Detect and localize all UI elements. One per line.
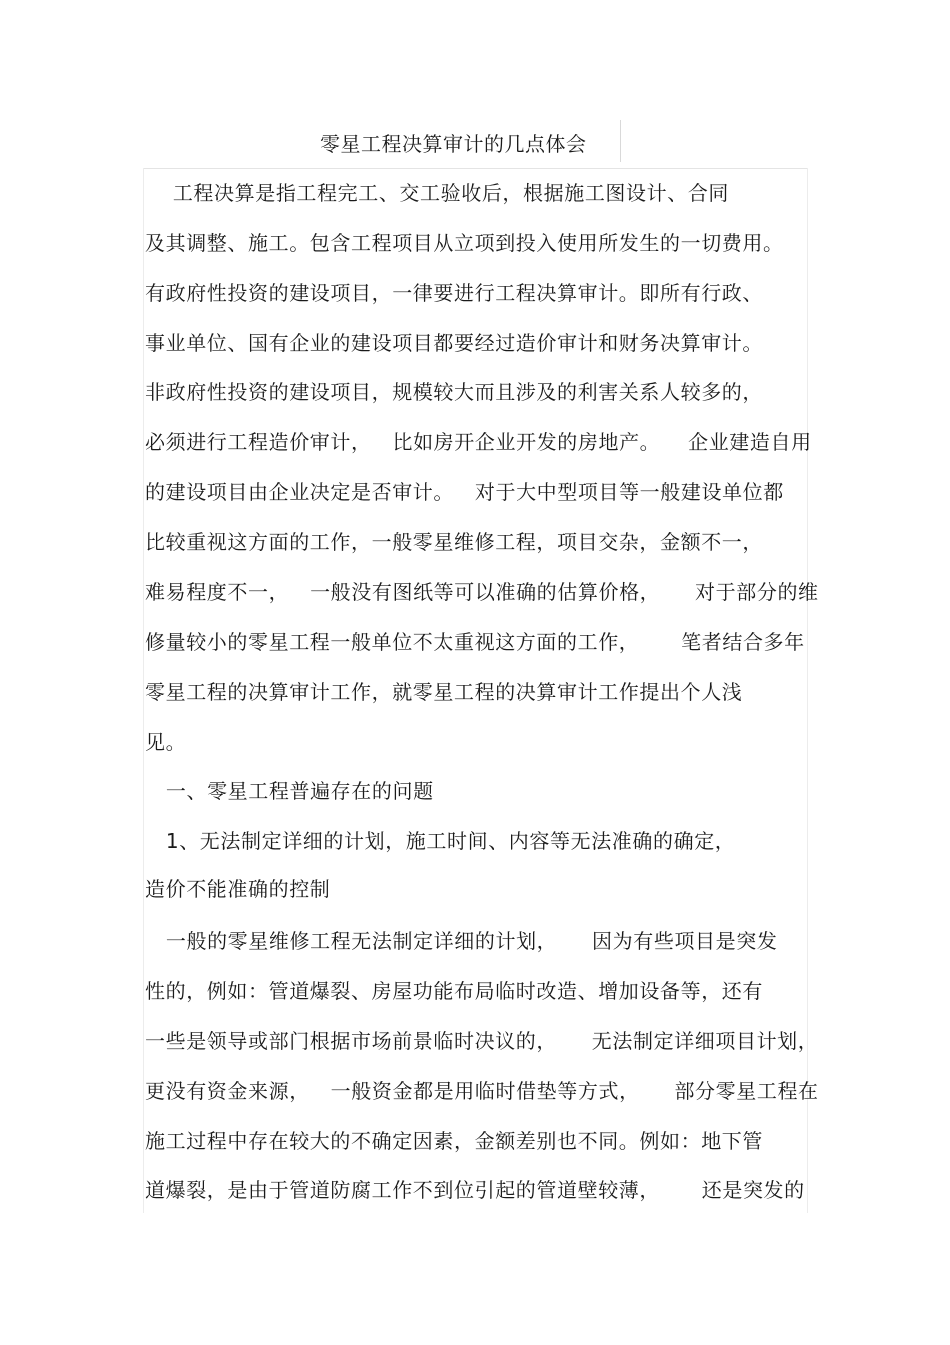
body-line: 非政府性投资的建设项目，规模较大而且涉及的利害关系人较多的，: [145, 380, 763, 404]
body-line: 有政府性投资的建设项目，一律要进行工程决算审计。即所有行政、: [145, 281, 763, 305]
body-line: 难易程度不一， 一般没有图纸等可以准确的估算价格， 对于部分的维: [145, 580, 819, 604]
body-line: 比较重视这方面的工作，一般零星维修工程，项目交杂，金额不一，: [145, 530, 763, 554]
body-line: 一般的零星维修工程无法制定详细的计划， 因为有些项目是突发: [145, 929, 778, 953]
subsection-heading: 造价不能准确的控制: [145, 877, 331, 901]
body-line: 更没有资金来源， 一般资金都是用临时借垫等方式， 部分零星工程在: [145, 1079, 819, 1103]
body-line: 一些是领导或部门根据市场前景临时决议的， 无法制定详细项目计划，: [145, 1029, 819, 1053]
document-title: 零星工程决算审计的几点体会: [320, 132, 587, 156]
body-line: 事业单位、国有企业的建设项目都要经过造价审计和财务决算审计。: [145, 331, 763, 355]
section-heading: 一、零星工程普遍存在的问题: [145, 779, 434, 803]
body-line: 见。: [145, 730, 187, 754]
title-divider: [620, 120, 621, 162]
body-line: 施工过程中存在较大的不确定因素，金额差别也不同。例如：地下管: [145, 1129, 763, 1153]
body-line: 必须进行工程造价审计， 比如房开企业开发的房地产。 企业建造自用: [145, 430, 812, 454]
frame-border-top: [143, 168, 808, 169]
body-line: 修量较小的零星工程一般单位不太重视这方面的工作， 笔者结合多年: [145, 630, 805, 654]
body-line: 的建设项目由企业决定是否审计。 对于大中型项目等一般建设单位都: [145, 480, 784, 504]
body-line: 及其调整、施工。包含工程项目从立项到投入使用所发生的一切费用。: [145, 231, 784, 255]
body-line: 零星工程的决算审计工作，就零星工程的决算审计工作提出个人浅: [145, 680, 743, 704]
body-line: 性的，例如：管道爆裂、房屋功能布局临时改造、增加设备等，还有: [145, 979, 763, 1003]
body-line: 道爆裂，是由于管道防腐工作不到位引起的管道壁较薄， 还是突发的: [145, 1178, 805, 1202]
frame-border-right: [807, 168, 808, 1213]
frame-border-left: [143, 168, 144, 1213]
subsection-heading: 1、无法制定详细的计划，施工时间、内容等无法准确的确定，: [145, 829, 736, 853]
body-line: 工程决算是指工程完工、交工验收后，根据施工图设计、合同: [145, 181, 730, 205]
